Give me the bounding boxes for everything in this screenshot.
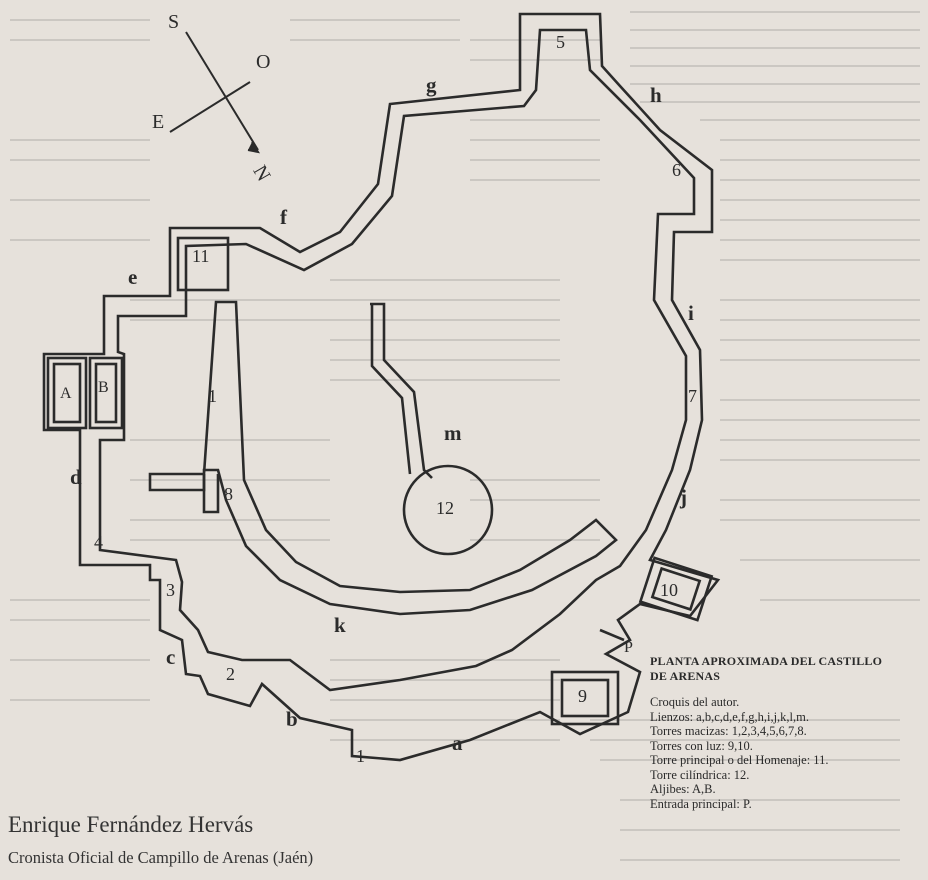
compass-e: E (152, 111, 165, 133)
lienzo-a: a (452, 731, 463, 755)
tower-6: 6 (672, 160, 681, 180)
compass (170, 32, 258, 152)
m-wall (370, 304, 432, 478)
lienzo-d: d (70, 465, 82, 489)
caption-line: Torre cilíndrica: 12. (650, 767, 750, 782)
caption-title: PLANTA APROXIMADA DEL CASTILLO DE ARENAS (650, 654, 883, 683)
caption-line: Aljibes: A,B. (650, 782, 716, 796)
lienzo-e: e (128, 265, 138, 289)
lienzo-g: g (426, 73, 437, 97)
compass-n: N (248, 161, 275, 186)
compass-s: S (168, 11, 180, 33)
author-role: Cronista Oficial de Campillo de Arenas (Jaén) (8, 848, 314, 867)
author-name: Enrique Fernández Hervás (8, 812, 254, 837)
tower-5: 5 (556, 32, 565, 52)
aljibe-a-label: A (60, 385, 72, 402)
caption-line: Croquis del autor. (650, 695, 740, 709)
lienzo-b: b (286, 707, 298, 731)
entrance-p: P (624, 639, 633, 656)
caption-line: Torres macizas: 1,2,3,4,5,6,7,8. (650, 724, 807, 738)
lienzo-c: c (166, 645, 176, 669)
tower-10-label: 10 (660, 580, 678, 600)
aljibe-b-label: B (98, 379, 109, 396)
compass-o: O (256, 51, 271, 73)
tower-1-outer: 1 (356, 746, 365, 766)
tower-4: 4 (94, 532, 103, 552)
lienzo-k: k (334, 613, 346, 637)
tower-1-inner: 1 (208, 386, 217, 406)
lienzo-m: m (444, 421, 462, 445)
caption-line: Torre principal o del Homenaje: 11. (650, 753, 829, 767)
caption-line: Entrada principal: P. (650, 796, 752, 811)
tower-11-label: 11 (192, 246, 210, 266)
tower-12-label: 12 (436, 498, 454, 518)
tower-9-label: 9 (578, 686, 587, 706)
tower-3: 3 (166, 580, 175, 600)
lienzo-h: h (650, 83, 662, 107)
outer-wall (44, 14, 718, 760)
tower-2: 2 (226, 664, 235, 684)
lienzo-f: f (280, 205, 287, 229)
caption-line: Torres con luz: 9,10. (650, 738, 753, 753)
lienzo-j: j (680, 485, 687, 509)
tower-7: 7 (688, 386, 697, 406)
plan-caption (650, 654, 920, 811)
caption-line: Lienzos: a,b,c,d,e,f,g,h,i,j,k,l,m. (650, 709, 809, 724)
tower-8: 8 (224, 484, 233, 504)
lienzo-i: i (688, 301, 694, 325)
